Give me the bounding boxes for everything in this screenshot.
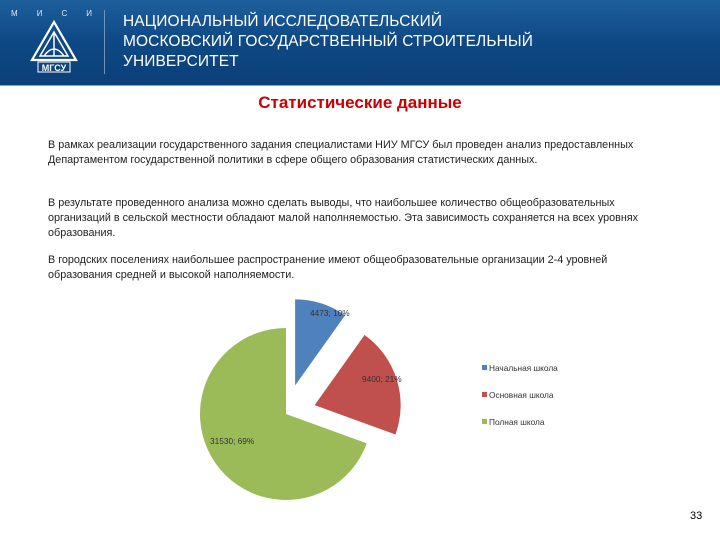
logo-text: МГСУ bbox=[41, 63, 67, 73]
page-title: Статистические данные bbox=[258, 93, 462, 112]
slide-number: 33 bbox=[690, 510, 703, 522]
paragraph-conclusions: В результате проведенного анализа можно сделать выводы, что наибольшее количество общеобразовательных организаций в сельской местности обладают малой наполняемостью. Эта зависимость сохраняется на всех уровнях образования. bbox=[48, 197, 639, 239]
legend-item bbox=[482, 417, 582, 428]
legend-label: Полная школа bbox=[489, 417, 545, 427]
data-label: 4473; 10% bbox=[310, 308, 350, 318]
pie-slice bbox=[315, 335, 401, 434]
legend-item bbox=[482, 363, 582, 374]
chart-legend bbox=[482, 363, 582, 444]
legend-label: Начальная школа bbox=[489, 363, 558, 373]
legend-label: Основная школа bbox=[489, 390, 554, 400]
paragraph-analysis: В рамках реализации государственного задания специалистами НИУ МГСУ был проведен анализ предоставленных Департаментом государственной политики в сфере общего образования статистических данных. bbox=[48, 139, 634, 166]
data-label: 9400; 21% bbox=[362, 374, 402, 384]
logo-letter: М bbox=[11, 9, 19, 18]
logo-letter: И bbox=[36, 9, 44, 18]
legend-swatch bbox=[482, 419, 487, 424]
legend-item bbox=[482, 390, 582, 401]
legend-swatch bbox=[482, 392, 487, 397]
university-name-line-3: УНИВЕРСИТЕТ bbox=[123, 53, 239, 70]
data-label: 31530; 69% bbox=[210, 436, 255, 446]
logo-letter: С bbox=[61, 9, 69, 18]
legend-swatch bbox=[482, 365, 487, 370]
university-name-line-2: МОСКОВСКИЙ ГОСУДАРСТВЕННЫЙ СТРОИТЕЛЬНЫЙ bbox=[123, 33, 533, 50]
paragraph-urban: В городских поселениях наибольшее распространение имеют общеобразовательные организации 2-4 уровней образования средней и высокой наполняемости. bbox=[48, 254, 608, 281]
university-name-line-1: НАЦИОНАЛЬНЫЙ ИССЛЕДОВАТЕЛЬСКИЙ bbox=[123, 13, 443, 30]
logo-letter: И bbox=[86, 9, 93, 18]
